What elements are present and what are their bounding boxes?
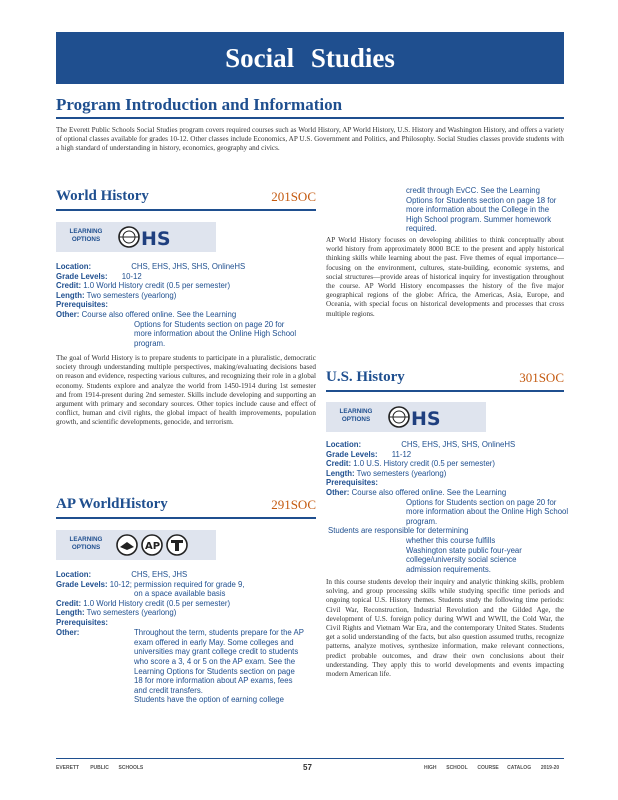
page-title: Social Studies [225, 42, 395, 73]
course-type-icons [116, 534, 196, 556]
course-code: 201SOC [271, 189, 316, 204]
course-rule [326, 390, 564, 392]
hs-label: HS [411, 408, 441, 428]
course-name: AP WorldHistory [56, 496, 168, 512]
course-code: 301SOC [519, 370, 564, 385]
learning-options-label: LEARNING OPTIONS [339, 408, 373, 423]
world-details: Location: CHS, EHS, JHS, SHS, OnlineHS Grade Levels: 10-12 Credit: 1.0 World History credit (0.5 per semester) Length: Two semesters (yearlong) Prerequisites: Other: Course also offered online. See the Learning Options for Students section on page 20 for more information about the Online High School program. [56, 262, 297, 348]
intro-title: Program Introduction and Information [56, 95, 343, 114]
us-history-description: In this course students develop their inquiry and analytic thinking skills, problem solving, and group processing skills while studying specific time periods and ongoing topical U.S. History themes. Students study the following time periods: Civil War, Reconstruction, Industrial Revolution and the Gilded Age, the development of U.S. foreign policy during WWI and WWII, the Cold War, the Civil Rights and Vietnam War Era, and the contemporary United States. Students get a solid understanding of the facts, but also question assumed truths, recognize patterns, analyze motives, synthesize information, make relevant connections, predict probable outcomes, and draw their own conclusions about their understanding. They apply this to world developments and events impacting modern American life. [326, 578, 564, 679]
learning-options-box [56, 530, 216, 560]
course-name: U.S. History [326, 369, 405, 385]
course-rule [56, 209, 316, 211]
learning-options-label: LEARNING OPTIONS [69, 228, 103, 243]
world-history-header [56, 188, 316, 208]
learning-options-label: LEARNING OPTIONS [69, 536, 103, 551]
college-credit-icon [117, 535, 137, 555]
world-history-description: The goal of World History is to prepare students to participate in a pluralistic, democratic society through understanding multiple perspectives, making/evaluating decisions based on reason and evidence, respecting various cultures, and recognizing their role in a global economy. Students explore and analyze the world from 1450-1914 during 1st semester and from 1914-present during 2nd semester. Skills include developing and supporting an argument with primary and secondary sources. Other topics include cause and effect of conflict, human and civil rights, the global impact of health improvements, population growth, and scientific developments, genocide, and terrorism. [56, 354, 316, 427]
online-hs-icon [388, 406, 476, 428]
us-history-header [326, 369, 564, 389]
course-name: World History [56, 188, 149, 204]
us-history-details: Location: CHS, EHS, JHS, SHS, OnlineHS Grade Levels: 11-12 Credit: 1.0 U.S. History credit (0.5 per semester) Length: Two semesters (yearlong) Prerequisites: Other: Course also offered online. See the Learning Options for Students section on page 20 for more information about the Online High School program. Students are responsible for determining whether this course fulfills Washington state public four-year college/university social science admission requirements. [326, 440, 569, 574]
intro-text: The Everett Public Schools Social Studies program covers required courses such as World History, AP World History, U.S. History and Washington History, and offers a variety of optional classes available for grades 10-12. Other classes include Economics, AP U.S. Government and Politics, and Philosophy. Social Studies classes provide students with a high standard of understanding in history, economics, geography and civics. [56, 126, 564, 153]
page-banner [56, 32, 564, 84]
ap-icon [142, 535, 162, 555]
ap-world-history-header [56, 496, 316, 516]
page-number: 57 [303, 763, 312, 772]
learning-options-box [326, 402, 486, 432]
hs-label: HS [141, 228, 171, 248]
svg-text:AP: AP [145, 541, 161, 552]
course-rule [56, 517, 316, 519]
ap-world-history-description: AP World History focuses on developing abilities to think conceptually about world history from approximately 8000 BCE to the present and apply historical thinking skills while learning about the past. Five themes of equal importance—focusing on the environment, cultures, state-building, economic systems, and social structures—provide areas of historical inquiry for investigation throughout the course. AP World History encompasses the history of the five major geographical regions of the globe: Africa, the Americas, Asia, Europe, and Oceania, with special focus on historical developments and processes that cross multiple regions. [326, 236, 564, 318]
footer-left: EVERETT PUBLIC SCHOOLS [56, 765, 144, 771]
learning-options-box [56, 222, 216, 252]
ap-world-details: Location: CHS, EHS, JHS Grade Levels: 10-12; permission required for grade 9, on a space available basis Credit: 1.0 World History credit (0.5 per semester) Length: Two semesters (yearlong) Prerequisites: Other: Throughout the term, students prepare for the AP exam offered in early May. Some colleges and universities may grant college credit to students who score a 3, 4 or 5 on the AP exam. See the Learning Options for Students section on page 18 for more information about AP exams, fees and credit transfers. Students have the option of earning college [56, 570, 304, 705]
cihs-icon [167, 535, 187, 555]
online-hs-icon [118, 226, 206, 248]
course-code: 291SOC [271, 497, 316, 512]
footer-rule [56, 758, 564, 759]
ap-world-other-continued: credit through EvCC. See the Learning Options for Students section on page 18 for more information about the College in the High School program. Summer homework required. [406, 186, 557, 234]
footer-right: HIGH SCHOOL COURSE CATALOG 2019-20 [424, 765, 560, 771]
intro-rule [56, 117, 564, 119]
